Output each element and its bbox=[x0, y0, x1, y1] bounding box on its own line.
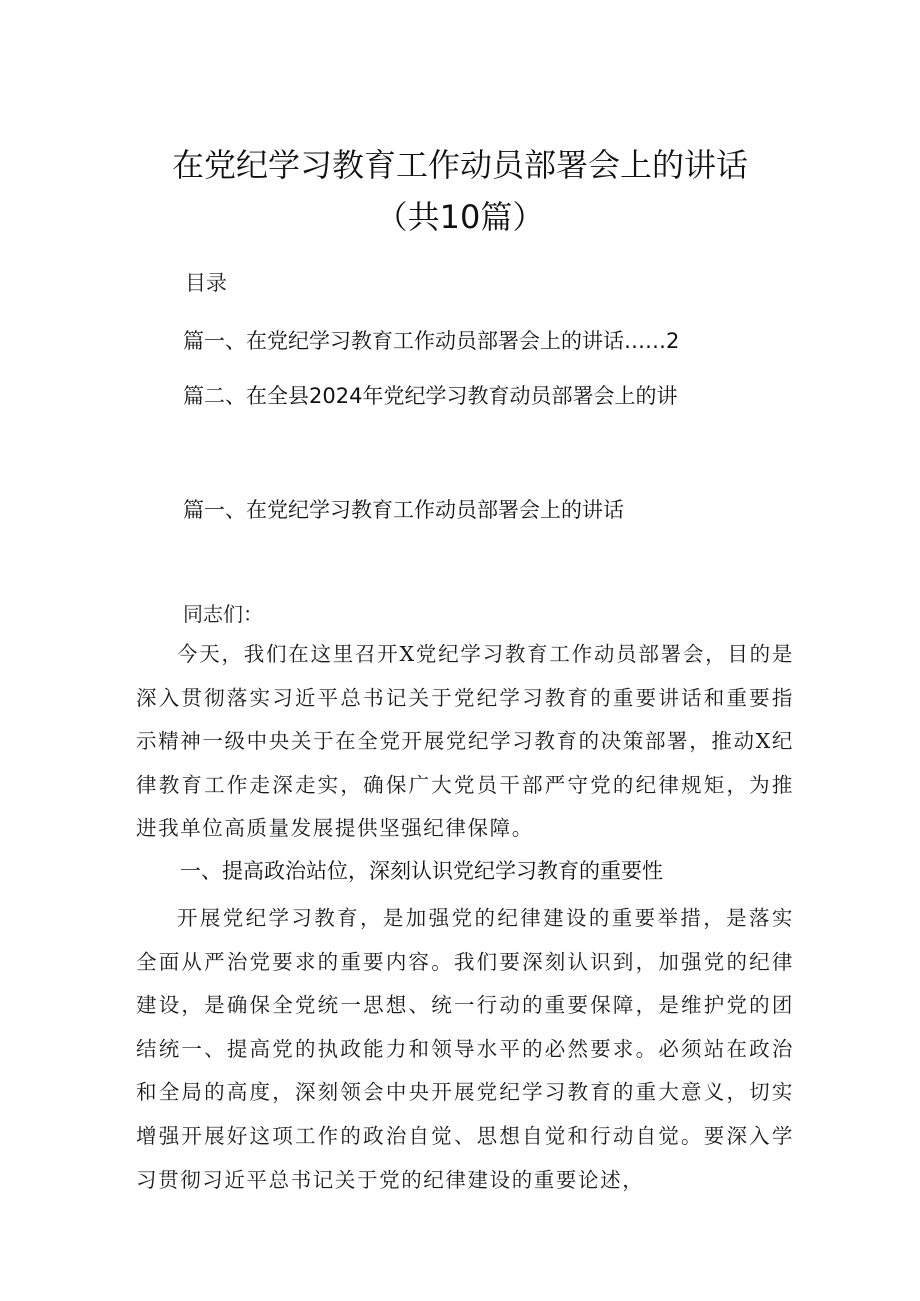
toc-label: 目录 bbox=[185, 271, 227, 295]
body-paragraph: 开展党纪学习教育，是加强党的纪律建设的重要举措，是落实全面从严治党要求的重要内容。我们要深刻认识到，加强党的纪律建设，是确保全党统一思想、统一行动的重要保障，是维护党的团结统一、提高党的执政能力和领导水平的必然要求。必须站在政治和全局的高度，深刻领会中央开展党纪学习教育的重大意义，切实增强开展好这项工作的政治自觉、思想自觉和行动自觉。要深入学习贯彻习近平总书记关于党的纪律建设的重要论述， bbox=[136, 906, 794, 1192]
document-subtitle: （共10篇） bbox=[375, 198, 545, 236]
document-title: 在党纪学习教育工作动员部署会上的讲话 bbox=[171, 146, 748, 184]
section-heading: 一、提高政治站位，深刻认识党纪学习教育的重要性 bbox=[180, 859, 663, 883]
section-title: 篇一、在党纪学习教育工作动员部署会上的讲话 bbox=[183, 498, 624, 522]
body-paragraph: 今天，我们在这里召开X党纪学习教育工作动员部署会，目的是深入贯彻落实习近平总书记关于党纪学习教育的重要讲话和重要指示精神一级中央关于在全党开展党纪学习教育的决策部署，推动X纪律教育工作走深走实，确保广大党员干部严守党的纪律规矩，为推进我单位高质量发展提供坚强纪律保障。 bbox=[136, 642, 794, 841]
toc-item[interactable]: 篇一、在党纪学习教育工作动员部署会上的讲话……2 bbox=[183, 329, 680, 353]
toc-item[interactable]: 篇二、在全县2024年党纪学习教育动员部署会上的讲 bbox=[183, 384, 678, 408]
salutation: 同志们： bbox=[183, 602, 263, 626]
